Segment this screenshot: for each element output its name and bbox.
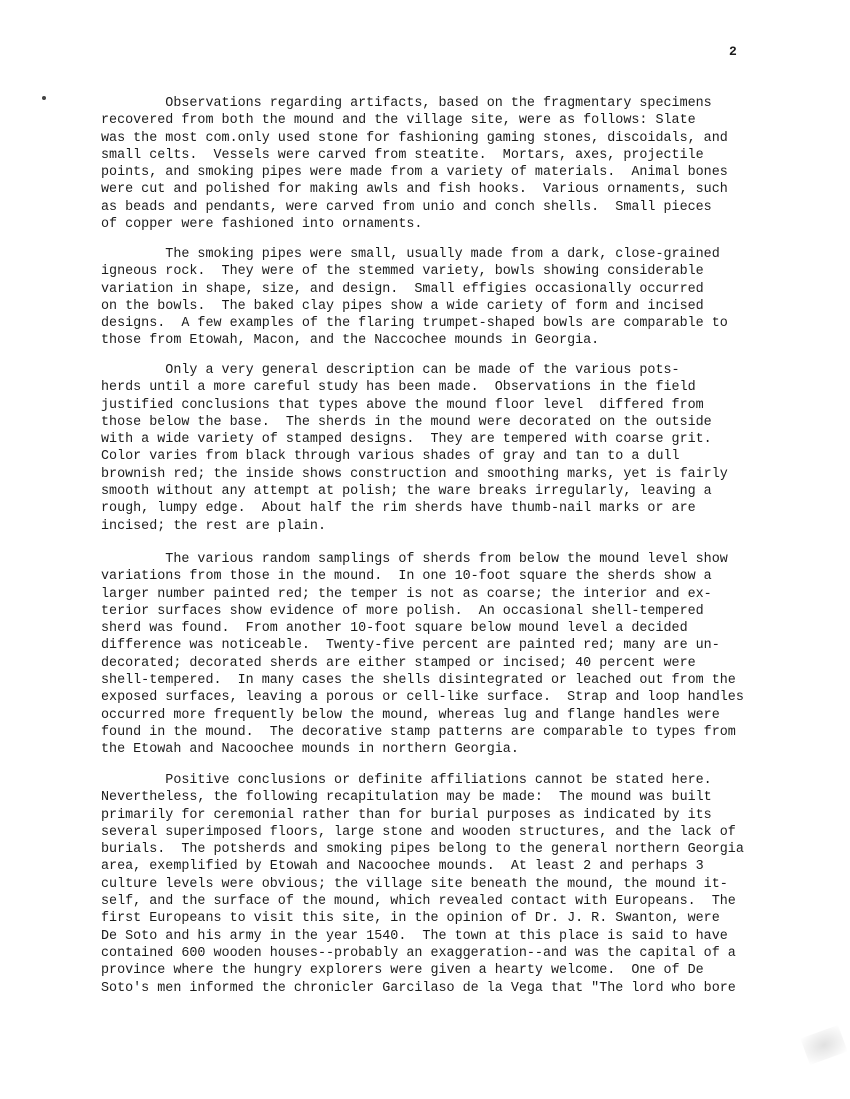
text-line: shell-tempered. In many cases the shells disintegrated or leached out from the — [101, 673, 736, 689]
text-line: on the bowls. The baked clay pipes show a wide cariety of form and incised — [101, 298, 704, 314]
text-line: variation in shape, size, and design. Small effigies occasionally occurred — [101, 281, 704, 297]
text-line: Observations regarding artifacts, based on the fragmentary specimens — [101, 96, 712, 111]
text-line: larger number painted red; the temper is not as coarse; the interior and ex- — [101, 586, 712, 602]
text-line: rough, lumpy edge. About half the rim sherds have thumb-nail marks or are — [101, 501, 696, 517]
paragraph-conclusions — [101, 772, 744, 997]
text-line: culture levels were obvious; the village site beneath the mound, the mound it- — [101, 876, 728, 892]
text-line: Color varies from black through various shades of gray and tan to a dull — [101, 449, 680, 465]
text-line: difference was noticeable. Twenty-five percent are painted red; many are un- — [101, 638, 720, 654]
text-line: with a wide variety of stamped designs. They are tempered with coarse grit. — [101, 432, 712, 448]
text-line: The smoking pipes were small, usually made from a dark, close-grained — [101, 247, 720, 262]
text-line: were cut and polished for making awls and fish hooks. Various ornaments, such — [101, 182, 728, 198]
text-line: justified conclusions that types above the mound floor level differed from — [101, 397, 704, 413]
text-line: province where the hungry explorers were given a hearty welcome. One of De — [101, 963, 704, 979]
scan-smudge — [800, 1025, 847, 1065]
text-line: those from Etowah, Macon, and the Naccochee mounds in Georgia. — [101, 333, 600, 349]
text-line: primarily for ceremonial rather than for burial purposes as indicated by its — [101, 807, 712, 823]
text-line: was the most com.only used stone for fashioning gaming stones, discoidals, and — [101, 130, 728, 146]
text-line: contained 600 wooden houses--probably an exaggeration--and was the capital of a — [101, 945, 736, 961]
text-line: brownish red; the inside shows construction and smoothing marks, yet is fairly — [101, 466, 728, 482]
text-line: designs. A few examples of the flaring trumpet-shaped bowls are comparable to — [101, 316, 728, 332]
text-line: burials. The potsherds and smoking pipes belong to the general northern Georgia — [101, 842, 744, 858]
text-line: points, and smoking pipes were made from a variety of materials. Animal bones — [101, 165, 728, 181]
text-line: exposed surfaces, leaving a porous or cell-like surface. Strap and loop handles — [101, 690, 744, 706]
text-line: decorated; decorated sherds are either stamped or incised; 40 percent were — [101, 655, 696, 671]
text-line: Soto's men informed the chronicler Garcilaso de la Vega that "The lord who bore — [101, 980, 736, 996]
text-line: found in the mound. The decorative stamp patterns are comparable to types from — [101, 724, 736, 740]
text-line: recovered from both the mound and the village site, were as follows: Slate — [101, 113, 696, 129]
text-line: as beads and pendants, were carved from unio and conch shells. Small pieces — [101, 199, 712, 215]
paragraph-smoking-pipes — [101, 246, 728, 350]
text-line: self, and the surface of the mound, which revealed contact with Europeans. The — [101, 894, 736, 910]
text-line: variations from those in the mound. In one 10-foot square the sherds show a — [101, 569, 712, 585]
text-line: sherd was found. From another 10-foot square below mound level a decided — [101, 621, 688, 637]
text-line: De Soto and his army in the year 1540. The town at this place is said to have — [101, 928, 728, 944]
text-line: Nevertheless, the following recapitulation may be made: The mound was built — [101, 790, 712, 806]
margin-mark — [42, 96, 46, 100]
text-line: Only a very general description can be made of the various pots- — [101, 363, 680, 378]
text-line: Positive conclusions or definite affiliations cannot be stated here. — [101, 773, 712, 788]
text-line: smooth without any attempt at polish; the ware breaks irregularly, leaving a — [101, 484, 712, 500]
paragraph-potsherds — [101, 362, 728, 535]
page-number: 2 — [729, 44, 737, 59]
text-line: of copper were fashioned into ornaments. — [101, 217, 423, 233]
text-line: terior surfaces show evidence of more polish. An occasional shell-tempered — [101, 603, 704, 619]
paragraph-artifacts — [101, 95, 728, 233]
text-line: small celts. Vessels were carved from steatite. Mortars, axes, projectile — [101, 147, 704, 163]
text-line: first Europeans to visit this site, in the opinion of Dr. J. R. Swanton, were — [101, 911, 720, 927]
text-line: herds until a more careful study has been made. Observations in the field — [101, 380, 696, 396]
text-line: occurred more frequently below the mound, whereas lug and flange handles were — [101, 707, 720, 723]
text-line: igneous rock. They were of the stemmed variety, bowls showing considerable — [101, 264, 704, 280]
text-line: several superimposed floors, large stone and wooden structures, and the lack of — [101, 824, 736, 840]
paragraph-samplings — [101, 551, 744, 759]
text-line: those below the base. The sherds in the mound were decorated on the outside — [101, 414, 712, 430]
text-line: the Etowah and Nacoochee mounds in northern Georgia. — [101, 742, 519, 758]
text-line: incised; the rest are plain. — [101, 518, 326, 534]
text-line: The various random samplings of sherds from below the mound level show — [101, 552, 728, 567]
text-line: area, exemplified by Etowah and Nacoochee mounds. At least 2 and perhaps 3 — [101, 859, 704, 875]
